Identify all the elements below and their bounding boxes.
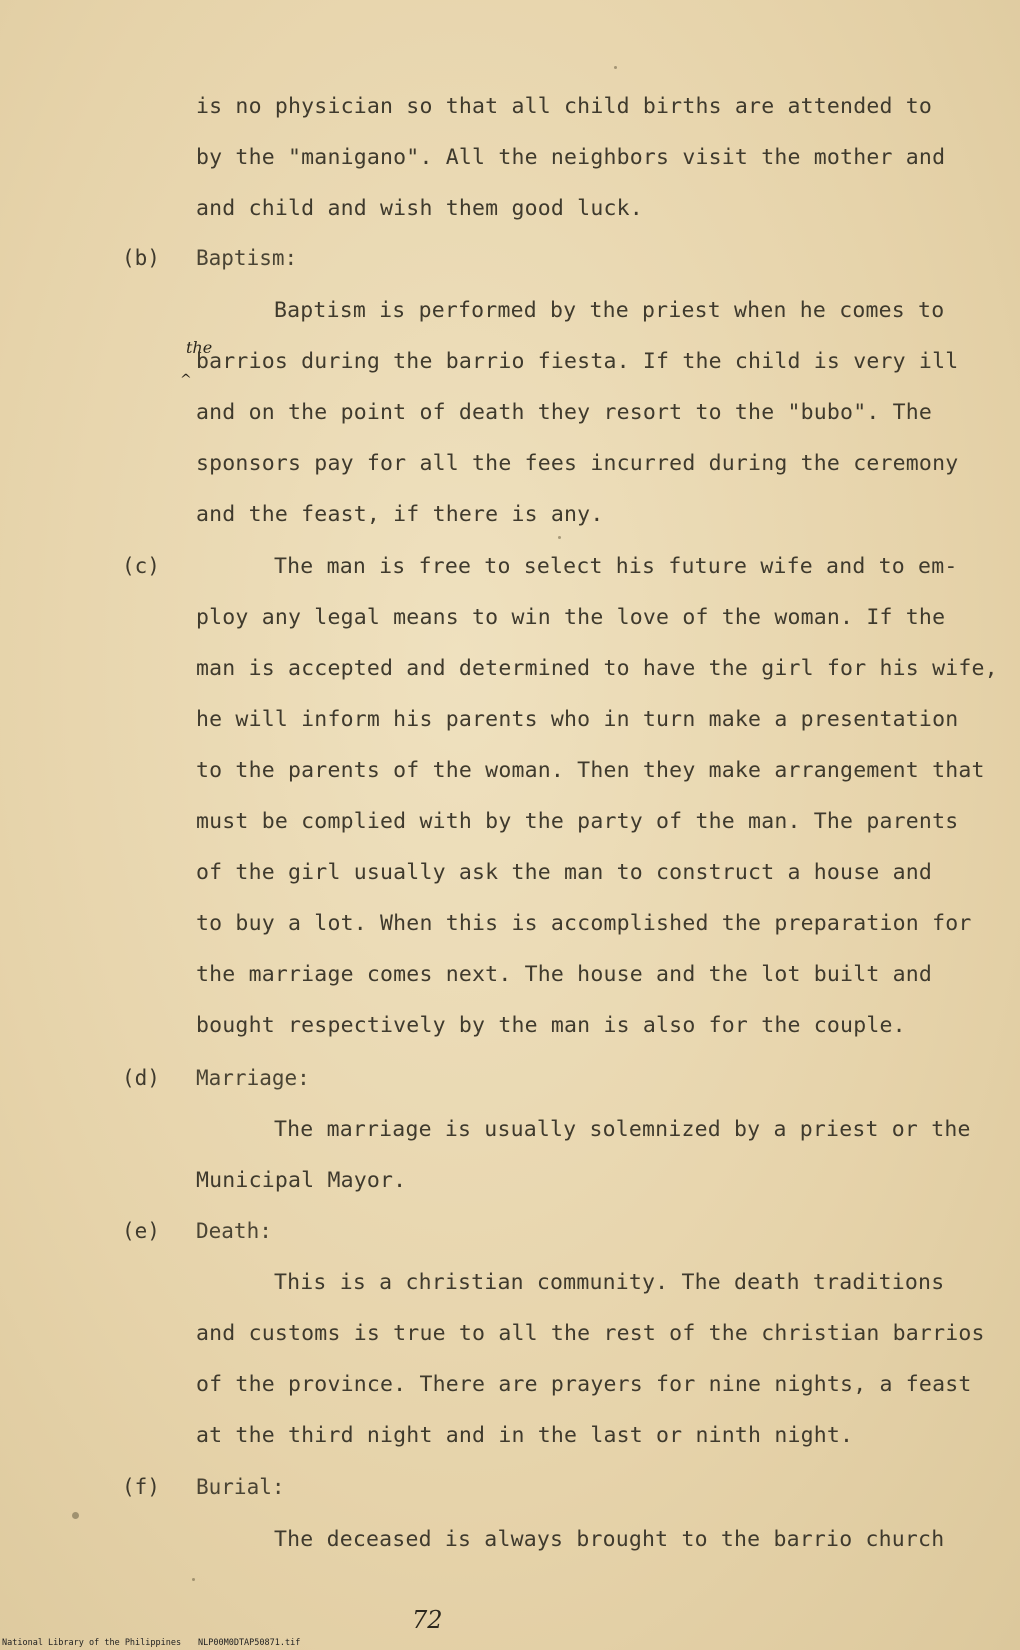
text-line: of the girl usually ask the man to construct a house and — [196, 860, 933, 885]
text-line: Municipal Mayor. — [196, 1168, 407, 1193]
page-number: 72 — [412, 1606, 443, 1634]
footer-library: National Library of the Philippines — [2, 1638, 182, 1648]
section-heading-marriage: Marriage: — [196, 1066, 310, 1090]
text-line: The marriage is usually solemnized by a priest or the — [274, 1117, 971, 1142]
text-line: The man is free to select his future wife and to em- — [274, 554, 958, 579]
text-line: bought respectively by the man is also for the couple. — [196, 1013, 906, 1038]
section-label-f: (f) — [122, 1475, 160, 1499]
section-heading-death: Death: — [196, 1219, 272, 1243]
text-line: The deceased is always brought to the barrio church — [274, 1527, 945, 1552]
section-label-c: (c) — [122, 554, 160, 578]
text-line: to the parents of the woman. Then they make arrangement that — [196, 758, 985, 783]
paper-speck — [614, 66, 617, 69]
text-line: and the feast, if there is any. — [196, 502, 604, 527]
text-line: the marriage comes next. The house and the lot built and — [196, 962, 933, 987]
text-line: sponsors pay for all the fees incurred during the ceremony — [196, 451, 959, 476]
text-line: man is accepted and determined to have the girl for his wife, — [196, 656, 998, 681]
paper-speck — [72, 1512, 79, 1519]
text-line: of the province. There are prayers for nine nights, a feast — [196, 1372, 972, 1397]
section-heading-baptism: Baptism: — [196, 246, 298, 270]
footer-file-id: NLP00M0DTAP50871.tif — [198, 1638, 301, 1648]
text-line: ploy any legal means to win the love of the woman. If the — [196, 605, 946, 630]
section-heading-burial: Burial: — [196, 1475, 285, 1499]
text-line: at the third night and in the last or ninth night. — [196, 1423, 854, 1448]
insertion-caret: ^ — [180, 372, 192, 388]
text-line: must be complied with by the party of the man. The parents — [196, 809, 959, 834]
section-label-e: (e) — [122, 1219, 160, 1243]
text-line: by the "manigano". All the neighbors visit the mother and — [196, 145, 946, 170]
text-line: he will inform his parents who in turn make a presentation — [196, 707, 959, 732]
paper-speck — [558, 536, 561, 539]
paper-speck — [192, 1578, 195, 1581]
text-line: and customs is true to all the rest of the christian barrios — [196, 1321, 985, 1346]
section-label-d: (d) — [122, 1066, 160, 1090]
text-line: Baptism is performed by the priest when he comes to — [274, 298, 945, 323]
text-line: and on the point of death they resort to the "bubo". The — [196, 400, 933, 425]
text-line: and child and wish them good luck. — [196, 196, 643, 221]
handwritten-insert: the — [186, 338, 213, 357]
text-line: is no physician so that all child births are attended to — [196, 94, 933, 119]
text-line: to buy a lot. When this is accomplished the preparation for — [196, 911, 972, 936]
section-label-b: (b) — [122, 246, 160, 270]
text-line: barrios during the barrio fiesta. If the child is very ill — [196, 349, 959, 374]
text-line: This is a christian community. The death traditions — [274, 1270, 945, 1295]
